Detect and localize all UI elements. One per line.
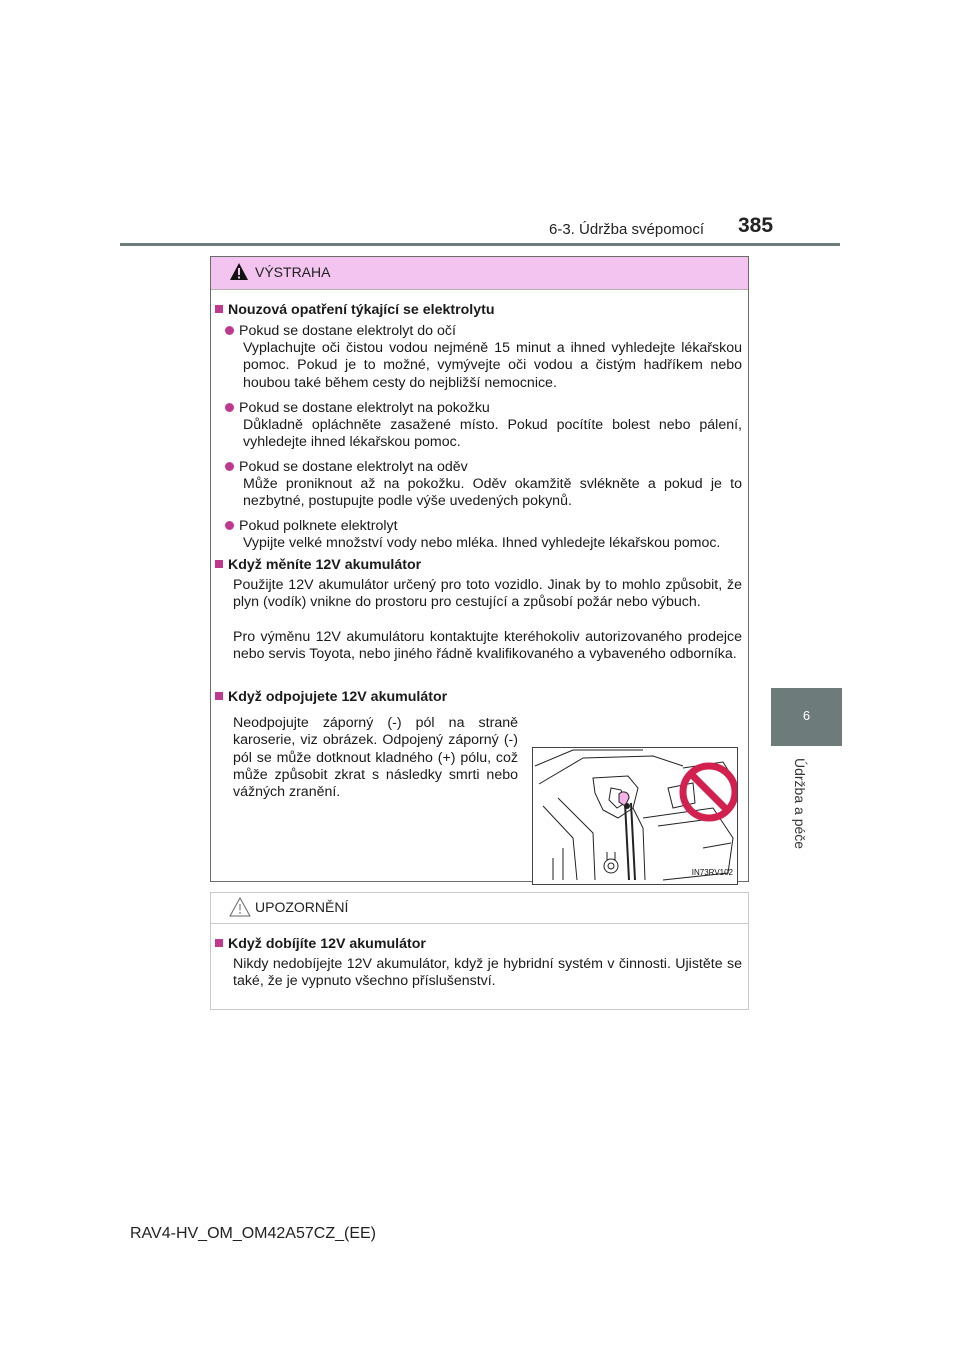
warning-box	[210, 256, 749, 882]
chapter-tab-label: Údržba a péče	[792, 758, 808, 850]
header-divider	[120, 243, 840, 246]
round-bullet-icon	[225, 462, 234, 471]
bullet-text: Důkladně opláchněte zasažené místo. Pokud pocítíte bolest nebo pálení, vyhledejte ihned lékařskou pomoc.	[243, 417, 742, 451]
battery-terminal-illustration	[532, 747, 738, 885]
section-heading: Když dobíjíte 12V akumulátor	[215, 936, 426, 953]
figure-code: IN73RV102	[691, 867, 733, 877]
round-bullet-icon	[225, 521, 234, 530]
section-heading: Nouzová opatření týkající se elektrolytu	[215, 302, 495, 319]
round-bullet-icon	[225, 326, 234, 335]
bullet-text: Vyplachujte oči čistou vodou nejméně 15 minut a ihned vyhledejte lékařskou pomoc. Pokud je to možné, vymývejte oči vodou a čistým hadříkem nebo houbou také během cesty do nejbližší nemocnice.	[243, 340, 742, 391]
bullet-item: Pokud polknete elektrolyt	[225, 518, 398, 535]
square-bullet-icon	[215, 560, 223, 568]
document-code: RAV4-HV_OM_OM42A57CZ_(EE)	[130, 1225, 376, 1242]
bullet-item: Pokud se dostane elektrolyt do očí	[225, 323, 456, 340]
notice-content	[215, 924, 742, 1008]
caution-triangle-icon	[229, 897, 251, 922]
chapter-tab-number: 6	[802, 708, 811, 723]
section-paragraph: Nikdy nedobíjejte 12V akumulátor, když je hybridní systém v činnosti. Ujistěte se také, že je vypnuto všechno příslušenství.	[233, 956, 742, 990]
bullet-item: Pokud se dostane elektrolyt na oděv	[225, 459, 468, 476]
notice-box	[210, 892, 749, 1010]
prohibition-icon	[683, 766, 735, 818]
bullet-text: Vypijte velké množství vody nebo mléka. Ihned vyhledejte lékařskou pomoc.	[243, 535, 721, 551]
square-bullet-icon	[215, 305, 223, 313]
section-paragraph: Pro výměnu 12V akumulátoru kontaktujte kteréhokoliv autorizovaného prodejce nebo servis Toyota, nebo jiného řádně kvalifikovaného a vybaveného odborníka.	[233, 629, 742, 663]
warning-content	[215, 289, 742, 879]
notice-header	[211, 893, 748, 924]
round-bullet-icon	[225, 403, 234, 412]
header-section-title: 6-3. Údržba svépomocí	[549, 221, 705, 238]
section-paragraph: Neodpojujte záporný (-) pól na straně karoserie, viz obrázek. Odpojený záporný (-) pól se může dotknout kladného (+) pólu, což může způsobit zkrat s následky smrti nebo vážných zranění.	[233, 715, 518, 801]
chapter-tab	[771, 688, 842, 746]
section-heading: Když odpojujete 12V akumulátor	[215, 689, 447, 706]
bullet-text: Může proniknout až na pokožku. Oděv okamžitě svlékněte a pokud je to nezbytné, postupujte podle výše uvedených pokynů.	[243, 476, 742, 510]
section-heading: Když měníte 12V akumulátor	[215, 557, 421, 574]
warning-title: VÝSTRAHA	[255, 264, 331, 280]
warning-header	[211, 257, 748, 290]
square-bullet-icon	[215, 939, 223, 947]
section-paragraph: Použijte 12V akumulátor určený pro toto vozidlo. Jinak by to mohlo způsobit, že plyn (vodík) vnikne do prostoru pro cestující a způsobí požár nebo výbuch.	[233, 577, 742, 611]
notice-title: UPOZORNĚNÍ	[255, 899, 349, 915]
bullet-item: Pokud se dostane elektrolyt na pokožku	[225, 400, 490, 417]
warning-triangle-icon	[229, 262, 249, 286]
square-bullet-icon	[215, 692, 223, 700]
page-number: 385	[738, 214, 774, 237]
